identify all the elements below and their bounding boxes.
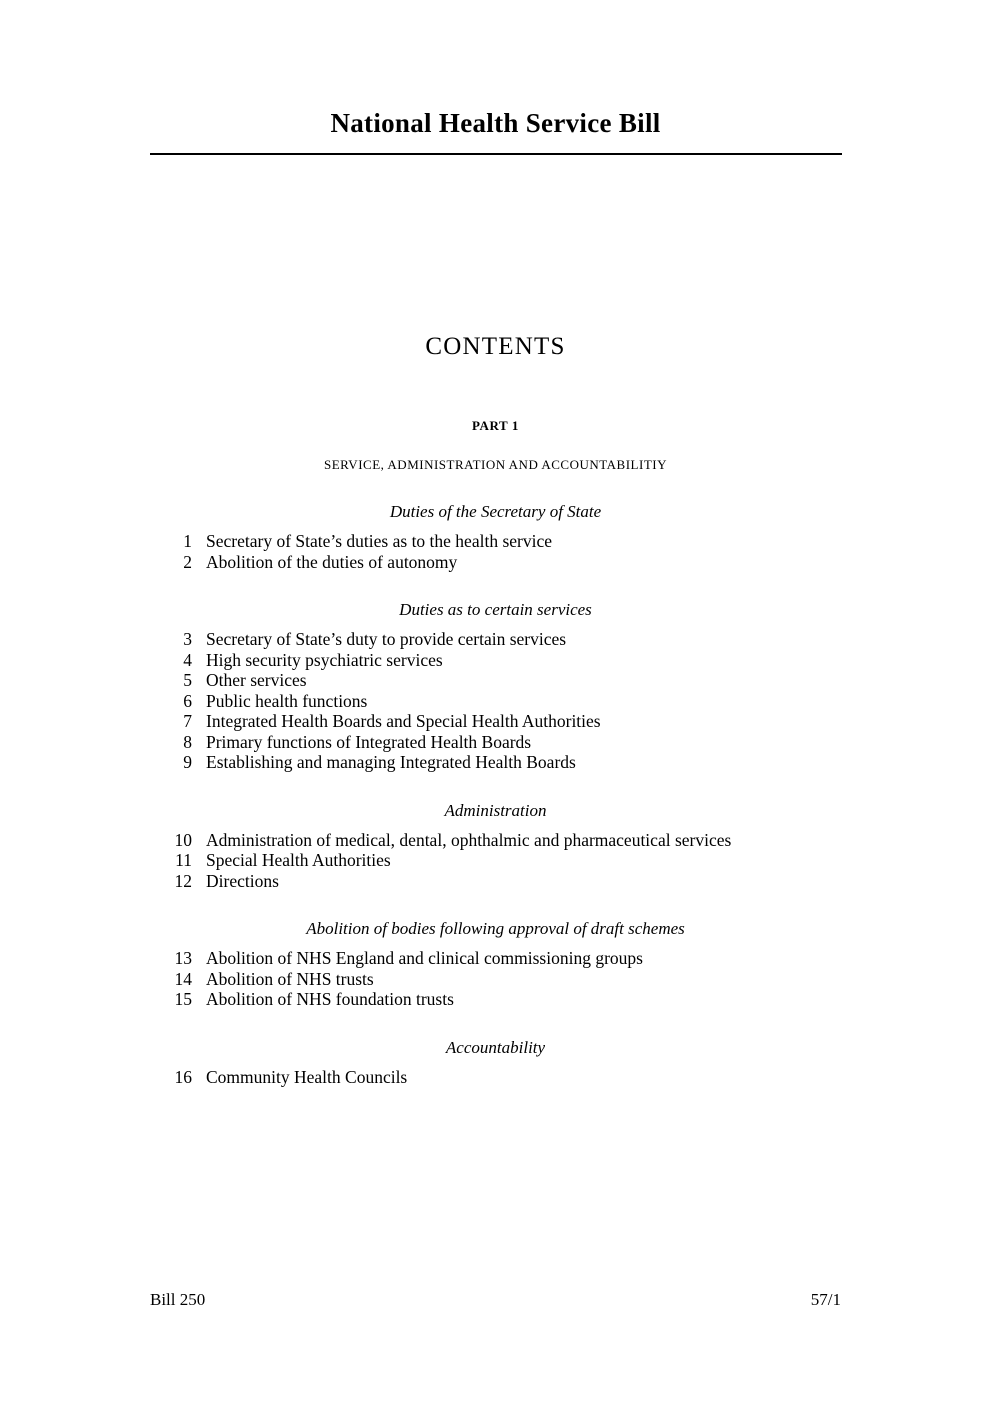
part-heading-text: PART 1 (471, 418, 520, 433)
contents-group (0, 801, 991, 892)
contents-entry[interactable] (0, 732, 991, 753)
contents-entry[interactable] (0, 752, 991, 773)
contents-entry[interactable] (0, 1067, 991, 1088)
contents-entry-label: Other services (206, 670, 307, 690)
contents-entry[interactable] (0, 531, 991, 552)
contents-entry-list (0, 531, 991, 572)
contents-entry-number: 3 (183, 629, 192, 649)
part-subtitle (0, 435, 991, 474)
contents-entry-list (0, 1067, 991, 1088)
contents-group-title: Duties as to certain services (399, 600, 592, 619)
contents-entry[interactable] (0, 711, 991, 732)
contents-group (0, 919, 991, 1010)
contents-entry[interactable] (0, 670, 991, 691)
contents-entry-label: Abolition of NHS England and clinical commissioning groups (206, 948, 643, 968)
contents-entry-label: Community Health Councils (206, 1066, 408, 1087)
contents-entry-list (0, 629, 991, 773)
contents-group-title: Duties of the Secretary of State (389, 502, 602, 521)
contents-entry-label: Public health functions (206, 690, 368, 711)
contents-group-title: Abolition of bodies following approval of draft schemes (306, 919, 685, 938)
contents-entry-number: 4 (183, 649, 192, 670)
contents-entry-label: Administration of medical, dental, ophthalmic and pharmaceutical services (206, 829, 732, 850)
contents-entry[interactable] (0, 830, 991, 851)
contents-entry-label: Directions (206, 870, 279, 891)
contents-entry-number: 11 (175, 850, 192, 870)
footer-bill-number: Bill 250 (150, 1290, 206, 1309)
contents-group (0, 502, 991, 572)
contents-entry[interactable] (0, 552, 991, 573)
contents-entry-label: Secretary of State’s duty to provide certain services (206, 629, 567, 649)
contents-entry-number: 12 (174, 870, 192, 891)
contents-entry-list (0, 830, 991, 892)
contents-entry[interactable] (0, 871, 991, 892)
contents-entry-number: 16 (174, 1066, 192, 1087)
contents-entry-label: Establishing and managing Integrated Health Boards (206, 752, 576, 772)
contents-entry[interactable] (0, 850, 991, 871)
contents-entry-number: 1 (183, 531, 192, 551)
page-title: National Health Service Bill (330, 108, 661, 138)
contents-entry-number: 15 (174, 989, 192, 1009)
contents-entry-number: 13 (174, 948, 192, 968)
contents-entry-list (0, 948, 991, 1010)
page-footer (150, 1290, 841, 1310)
contents-entry[interactable] (0, 969, 991, 990)
contents-entry-number: 14 (174, 968, 192, 989)
contents-entry[interactable] (0, 989, 991, 1010)
contents-entry-label: Abolition of NHS trusts (206, 968, 374, 989)
contents-entry[interactable] (0, 691, 991, 712)
contents-entry-number: 2 (183, 551, 192, 572)
contents-groups (0, 502, 991, 1087)
contents-entry[interactable] (0, 629, 991, 650)
contents-entry-number: 10 (174, 829, 192, 850)
contents-group-title: Administration (444, 800, 547, 820)
contents-group (0, 600, 991, 773)
contents-entry-label: Abolition of NHS foundation trusts (206, 989, 454, 1009)
contents-entry-label: Primary functions of Integrated Health Boards (206, 731, 532, 752)
contents-entry-number: 7 (183, 711, 192, 731)
contents-entry[interactable] (0, 650, 991, 671)
contents-entry-number: 5 (183, 670, 192, 690)
contents-entry-label: Secretary of State’s duties as to the health service (206, 531, 552, 551)
contents-entry-label: Integrated Health Boards and Special Health Authorities (206, 711, 601, 731)
part-heading (0, 361, 991, 435)
contents-group-title: Accountability (445, 1037, 546, 1057)
contents-entry-label: High security psychiatric services (206, 649, 443, 670)
contents-entry-number: 9 (183, 752, 192, 772)
contents-entry-label: Special Health Authorities (206, 850, 391, 870)
contents-entry-label: Abolition of the duties of autonomy (206, 551, 458, 572)
contents-group (0, 1038, 991, 1088)
footer-page-number: 57/1 (810, 1290, 841, 1309)
contents-entry-number: 8 (183, 731, 192, 752)
part-subtitle-text: SERVICE, ADMINISTRATION AND ACCOUNTABILITIY (324, 457, 667, 472)
contents-heading: CONTENTS (425, 333, 566, 360)
contents-entry-number: 6 (183, 690, 192, 711)
contents-entry[interactable] (0, 948, 991, 969)
